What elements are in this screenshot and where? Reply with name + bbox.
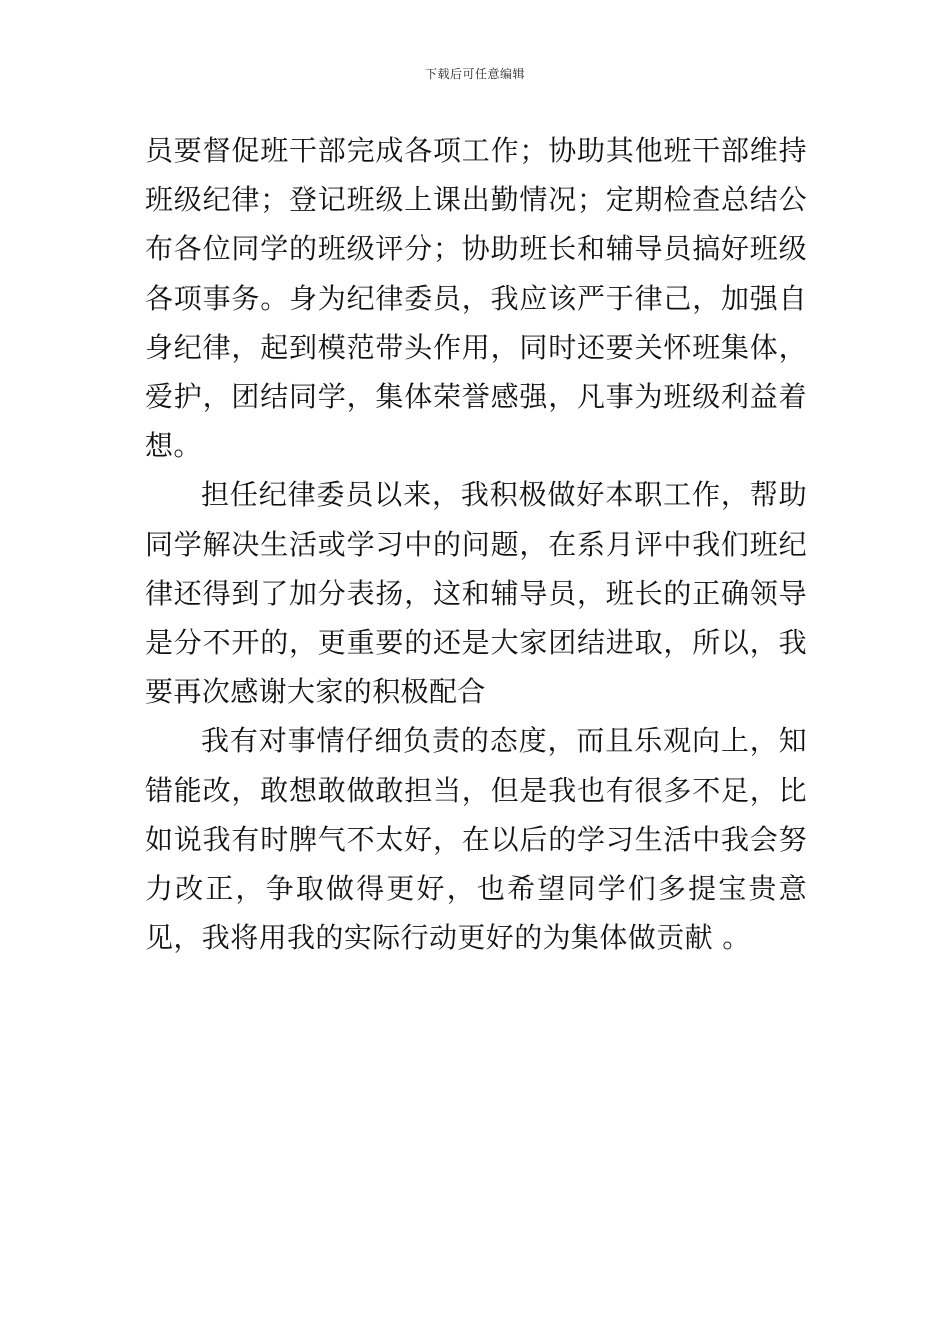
document-body <box>145 126 807 962</box>
paragraph-work-summary: 担任纪律委员以来，我积极做好本职工作，帮助同学解决生活或学习中的问题，在系月评中我们班纪律还得到了加分表扬，这和辅导员，班长的正确领导是分不开的，更重要的还是大家团结进取，所以，我要再次感谢大家的积极配合 <box>145 478 807 709</box>
page-header-note: 下载后可任意编辑 <box>424 67 525 81</box>
paragraph-duties: 员要督促班干部完成各项工作；协助其他班干部维持班级纪律；登记班级上课出勤情况；定期检查总结公布各位同学的班级评分；协助班长和辅导员搞好班级各项事务。身为纪律委员，我应该严于律己，加强自身纪律，起到模范带头作用，同时还要关怀班集体，爱护，团结同学，集体荣誉感强，凡事为班级利益着想。 <box>145 134 807 463</box>
paragraph-self-assessment: 我有对事情仔细负责的态度，而且乐观向上，知错能改，敢想敢做敢担当，但是我也有很多不足，比如说我有时脾气不太好，在以后的学习生活中我会努力改正，争取做得更好，也希望同学们多提宝贵意见，我将用我的实际行动更好的为集体做贡献 。 <box>145 724 807 955</box>
